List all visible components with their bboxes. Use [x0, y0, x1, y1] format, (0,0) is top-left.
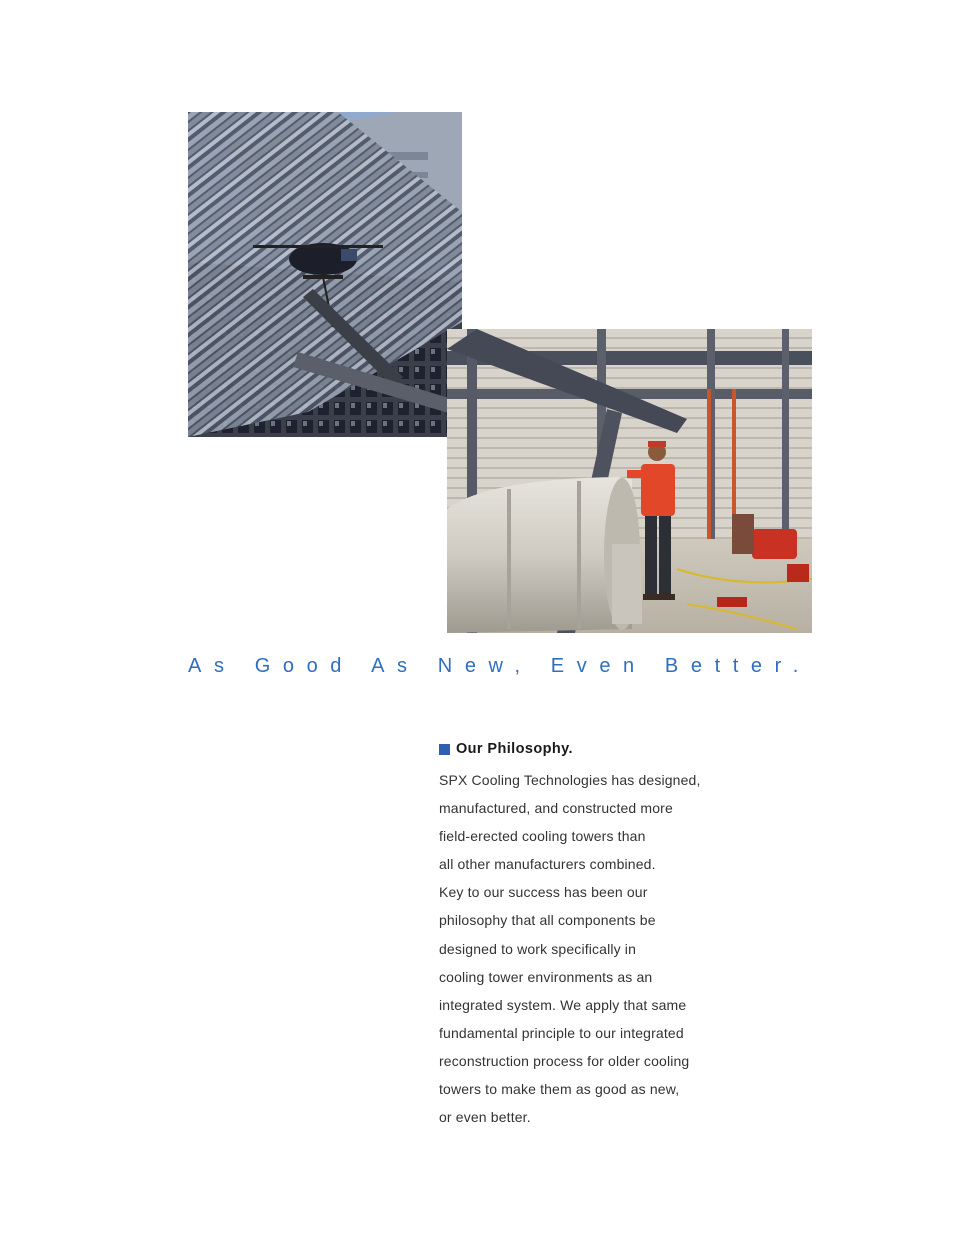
- body-line: manufactured, and constructed more: [439, 800, 673, 817]
- section-heading-text: Our Philosophy.: [456, 741, 573, 757]
- body-line: all other manufacturers combined.: [439, 856, 656, 873]
- body-line: or even better.: [439, 1109, 531, 1126]
- section-heading: [439, 738, 759, 760]
- helicopter-tower-photo: [188, 112, 462, 437]
- body-line: designed to work specifically in: [439, 940, 637, 957]
- body-line: SPX Cooling Technologies has designed,: [439, 772, 701, 788]
- body-line: cooling tower environments as an: [439, 968, 653, 985]
- body-line: philosophy that all components be: [439, 912, 656, 929]
- worker-pipe-photo: [447, 329, 812, 633]
- body-line: towers to make them as good as new,: [439, 1081, 680, 1098]
- body-line: integrated system. We apply that same: [439, 996, 687, 1013]
- square-bullet-icon: [439, 744, 450, 755]
- philosophy-section: [439, 738, 759, 1131]
- body-line: fundamental principle to our integrated: [439, 1024, 684, 1041]
- body-line: Key to our success has been our: [439, 884, 648, 901]
- headline: As Good As New, Even Better.: [188, 655, 811, 677]
- body-text: [439, 766, 759, 1131]
- body-line: reconstruction process for older cooling: [439, 1052, 690, 1069]
- body-line: field-erected cooling towers than: [439, 828, 646, 845]
